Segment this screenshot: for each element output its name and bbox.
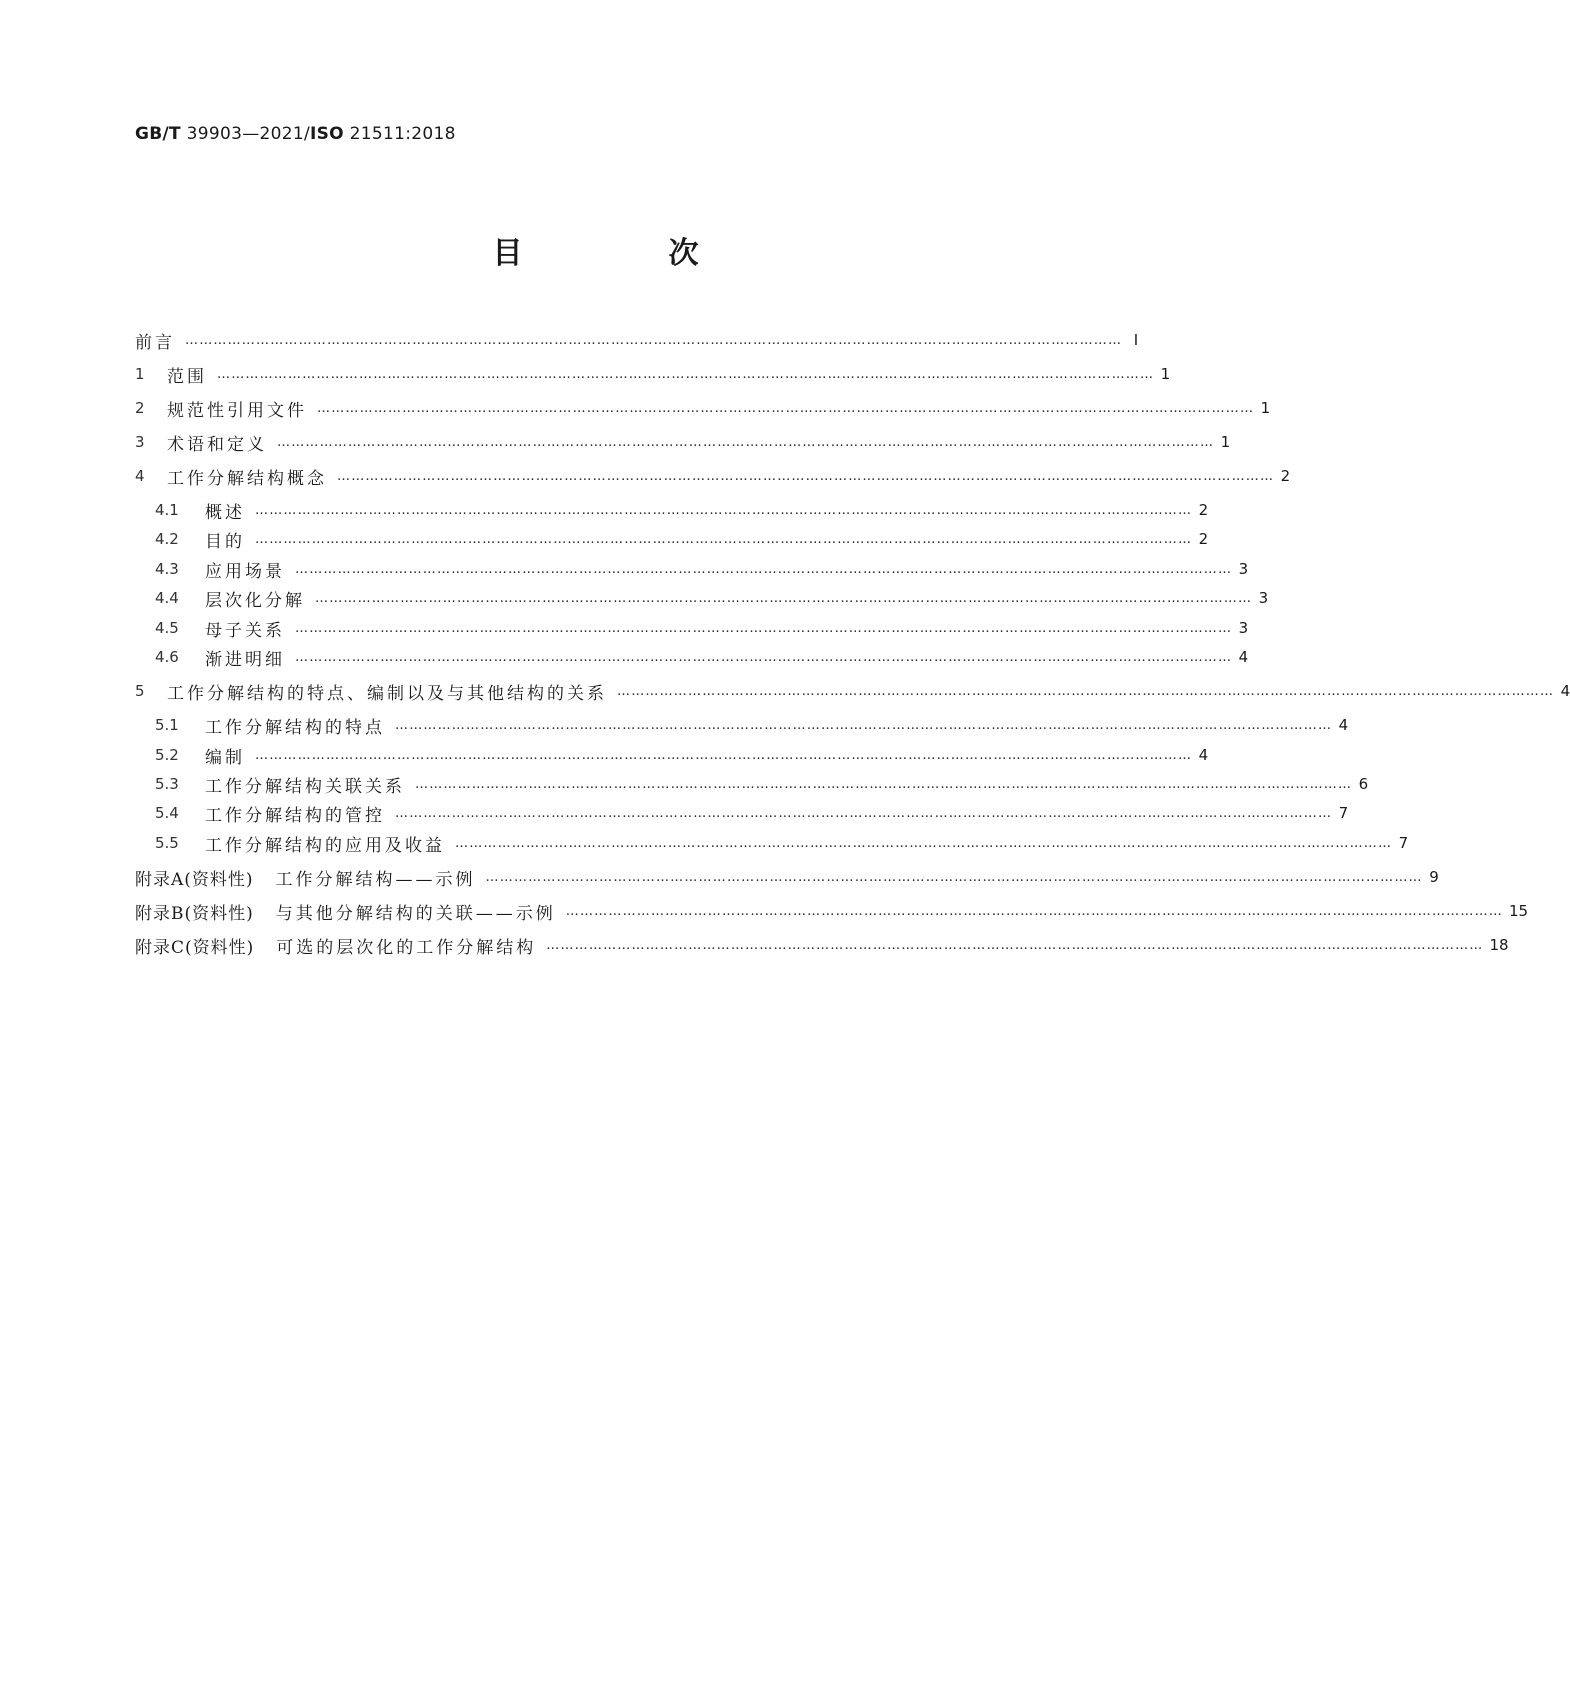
toc-entry[interactable] [155, 584, 1269, 612]
toc-entry-number: 4.2 [155, 530, 179, 548]
toc-entry-number: 1 [135, 365, 145, 383]
toc-entry-number: 4.6 [155, 648, 179, 666]
toc-entry-label: 工作分解结构的特点 [205, 717, 385, 738]
toc-entry-label [135, 899, 556, 924]
toc-entry-label [135, 865, 476, 890]
toc-dot-leader: ……………………………………………………………………………………………………………………………………………………………………………… [337, 468, 1275, 484]
toc-dot-leader: ……………………………………………………………………………………………………………………………………………………………………………… [277, 434, 1215, 450]
toc-entry-page: 15 [1508, 902, 1529, 920]
toc-dot-leader: ……………………………………………………………………………………………………………………………………………………………………………… [295, 561, 1233, 577]
toc-entry[interactable] [155, 614, 1249, 642]
toc-appendix-title: 可选的层次化的工作分解结构 [276, 937, 537, 958]
toc-entry[interactable] [155, 643, 1249, 671]
toc-entry[interactable] [155, 829, 1409, 857]
toc-entry-label: 工作分解结构的应用及收益 [205, 835, 445, 856]
toc-dot-leader: ……………………………………………………………………………………………………………………………………………………………………………… [255, 502, 1193, 518]
toc-dot-leader: ……………………………………………………………………………………………………………………………………………………………………………… [546, 937, 1484, 953]
toc-entry[interactable] [135, 394, 1271, 422]
toc-dot-leader: ……………………………………………………………………………………………………………………………………………………………………………… [455, 835, 1393, 851]
toc-dot-leader: ……………………………………………………………………………………………………………………………………………………………………………… [255, 531, 1193, 547]
toc-entry-number: 3 [135, 433, 145, 451]
toc-entry-number: 2 [135, 399, 145, 417]
toc-entry-page: 9 [1429, 868, 1439, 886]
toc-dot-leader: ……………………………………………………………………………………………………………………………………………………………………………… [395, 717, 1333, 733]
toc-entry-page: 1 [1160, 365, 1171, 383]
toc-entry[interactable] [155, 711, 1349, 739]
toc-entry[interactable] [135, 677, 1570, 705]
toc-entry-label: 工作分解结构关联关系 [205, 776, 405, 797]
standard-code-prefix: GB/T [135, 124, 181, 144]
toc-dot-leader: ……………………………………………………………………………………………………………………………………………………………………………… [255, 747, 1193, 763]
toc-entry-number: 5 [135, 682, 145, 700]
toc-entry-label: 编制 [205, 747, 245, 768]
toc-entry-number: 4 [135, 467, 145, 485]
standard-code-iso: ISO [310, 124, 344, 144]
standard-code-iso-number: 21511:2018 [349, 124, 456, 144]
toc-entry-label: 规范性引用文件 [167, 400, 307, 421]
toc-entry-number: 4.1 [155, 501, 179, 519]
toc-entry-page: 2 [1198, 530, 1209, 548]
toc-entry-number: 5.2 [155, 746, 179, 764]
toc-entry-page: 4 [1198, 746, 1209, 764]
toc-entry-number: 5.5 [155, 834, 179, 852]
toc-dot-leader: ……………………………………………………………………………………………………………………………………………………………………………… [485, 869, 1423, 885]
standard-code-number: 39903—2021/ [186, 124, 311, 144]
toc-entry-page: 6 [1358, 775, 1369, 793]
toc-entry[interactable] [135, 863, 1439, 891]
toc-entry-label: 应用场景 [205, 561, 285, 582]
toc-entry[interactable] [135, 462, 1291, 490]
toc-dot-leader: ……………………………………………………………………………………………………………………………………………………………………………… [295, 620, 1233, 636]
toc-entry-page: 3 [1258, 589, 1269, 607]
toc-entry-number: 5.4 [155, 804, 179, 822]
toc-appendix-title: 工作分解结构——示例 [275, 869, 476, 890]
toc-dot-leader: ……………………………………………………………………………………………………………………………………………………………………………… [415, 776, 1353, 792]
toc-entry-label: 渐进明细 [205, 649, 285, 670]
toc-entry-number: 5.1 [155, 716, 179, 734]
toc-entry-label: 工作分解结构的管控 [205, 805, 385, 826]
toc-entry[interactable] [135, 897, 1529, 925]
toc-entry-page: 2 [1198, 501, 1209, 519]
toc-entry-number: 4.4 [155, 589, 179, 607]
toc-dot-leader: ……………………………………………………………………………………………………………………………………………………………………………… [395, 805, 1333, 821]
toc-entry-number: 5.3 [155, 775, 179, 793]
toc-dot-leader: ……………………………………………………………………………………………………………………………………………………………………………… [185, 332, 1123, 348]
toc-entry[interactable] [155, 525, 1209, 553]
toc-entry[interactable] [135, 360, 1171, 388]
toc-entry-label: 层次化分解 [205, 590, 305, 611]
toc-dot-leader: ……………………………………………………………………………………………………………………………………………………………………………… [317, 400, 1255, 416]
toc-entry-label: 母子关系 [205, 620, 285, 641]
toc-dot-leader: ……………………………………………………………………………………………………………………………………………………………………………… [217, 366, 1155, 382]
toc-entry-label: 目的 [205, 531, 245, 552]
toc-entry-label: 工作分解结构概念 [167, 468, 327, 489]
toc-entry-page: 3 [1238, 619, 1249, 637]
toc-dot-leader: ……………………………………………………………………………………………………………………………………………………………………………… [617, 683, 1555, 699]
toc-entry[interactable] [155, 741, 1209, 769]
toc-appendix-prefix: 附录B(资料性) [135, 903, 254, 924]
toc-entry-label [135, 933, 536, 958]
toc-appendix-prefix: 附录A(资料性) [135, 869, 254, 890]
toc-appendix-title: 与其他分解结构的关联——示例 [275, 903, 556, 924]
toc-entry-page: 18 [1489, 936, 1509, 954]
toc-entry[interactable] [155, 799, 1349, 827]
toc-entry[interactable] [155, 496, 1209, 524]
toc-entry-number: 4.3 [155, 560, 179, 578]
toc-entry-page: 1 [1220, 433, 1231, 451]
toc-entry-label: 术语和定义 [167, 434, 267, 455]
toc-dot-leader: ……………………………………………………………………………………………………………………………………………………………………………… [295, 649, 1233, 665]
toc-entry-label: 概述 [205, 502, 245, 523]
toc-entry-page: 7 [1398, 834, 1409, 852]
toc-appendix-prefix: 附录C(资料性) [135, 937, 255, 958]
toc-entry-page: 1 [1260, 399, 1271, 417]
toc-entry-label: 前言 [135, 332, 175, 353]
toc-entry-page: 2 [1280, 467, 1291, 485]
toc-entry[interactable] [155, 770, 1369, 798]
toc-entry[interactable] [155, 555, 1249, 583]
toc-entry-page: 7 [1338, 804, 1349, 822]
toc-entry[interactable] [135, 428, 1231, 456]
page-title: 目 次 [492, 236, 757, 271]
toc-entry-page: 4 [1560, 682, 1570, 700]
toc-dot-leader: ……………………………………………………………………………………………………………………………………………………………………………… [565, 903, 1503, 919]
toc-dot-leader: ……………………………………………………………………………………………………………………………………………………………………………… [315, 590, 1253, 606]
toc-entry-page: Ⅰ [1133, 331, 1139, 349]
toc-entry-label: 工作分解结构的特点、编制以及与其他结构的关系 [167, 683, 607, 704]
toc-entry-page: 4 [1238, 648, 1249, 666]
toc-entry-page: 4 [1338, 716, 1349, 734]
toc-entry-number: 4.5 [155, 619, 179, 637]
toc-entry-label: 范围 [167, 366, 207, 387]
toc-entry-page: 3 [1238, 560, 1249, 578]
toc-entry[interactable] [135, 931, 1509, 959]
toc-entry[interactable] [135, 326, 1139, 354]
standard-code [135, 124, 456, 144]
